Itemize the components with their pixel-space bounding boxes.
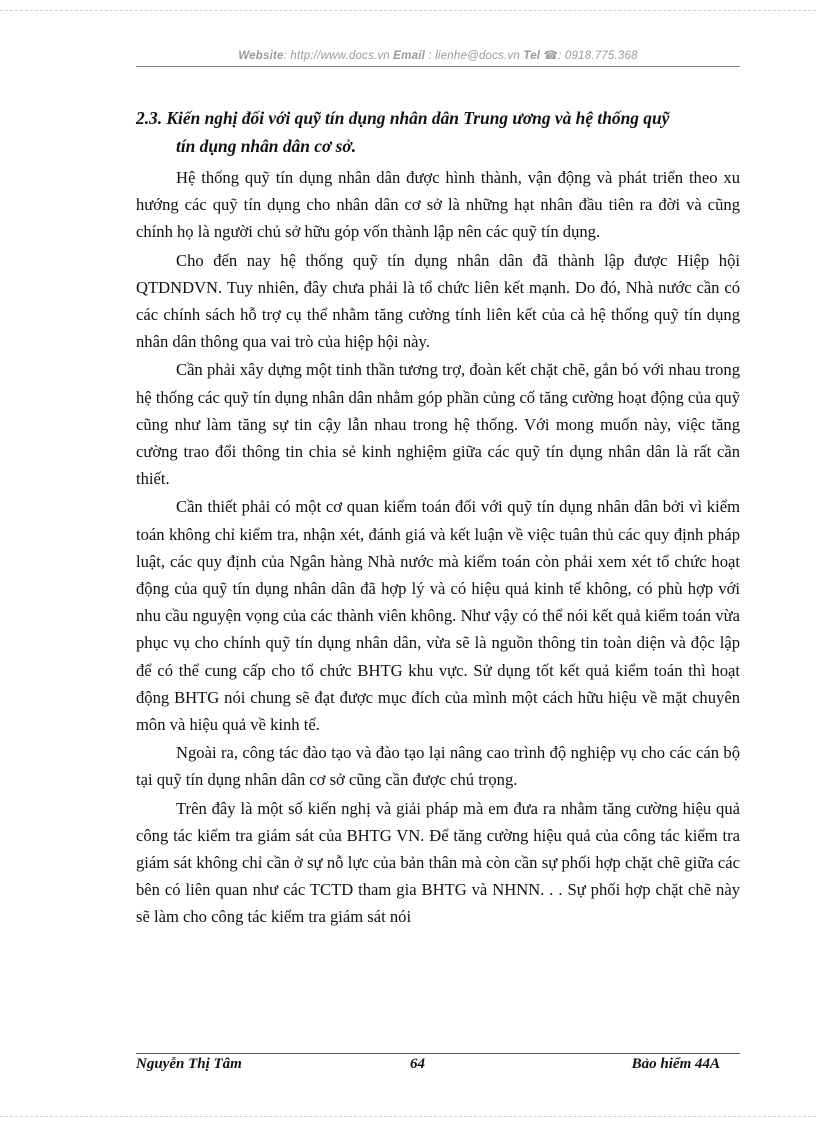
paragraph: Hệ thống quỹ tín dụng nhân dân được hình thành, vận động và phát triển theo xu hướng các quỹ tín dụng cho nhân dân cơ sở là những hạt nhân đầu tiên ra đời và cũng chính họ là người chủ sở hữu góp vốn thành lập nên các quỹ tín dụng.: [136, 168, 740, 242]
page-bottom-border: [0, 1116, 816, 1117]
email-label: Email: [393, 50, 425, 62]
website-link[interactable]: : http://www.docs.vn: [283, 50, 390, 62]
section-heading: [136, 104, 742, 160]
page-footer: [136, 1056, 740, 1076]
website-label: Website: [238, 50, 284, 62]
section-heading-line-1: 2.3. Kiến nghị đối với quỹ tín dụng nhân dân Trung ương và hệ thống quỹ: [136, 108, 670, 128]
tel-label: Tel: [523, 50, 541, 62]
paragraph: Cần phải xây dựng một tinh thần tương trợ, đoàn kết chặt chẽ, gắn bó với nhau trong hệ thống các quỹ tín dụng nhân dân nhằm góp phần củng cố tăng cường hoạt động của quỹ cũng như làm tăng sự tin cậy lẫn nhau trong hệ thống. Với mong muốn này, việc tăng cường trao đổi thông tin chia sẻ kinh nghiệm giữa các quỹ tín dụng nhân dân là rất cần thiết.: [136, 360, 740, 489]
paragraph: Cho đến nay hệ thống quỹ tín dụng nhân dân đã thành lập được Hiệp hội QTDNDVN. Tuy nhiên, đây chưa phải là tổ chức liên kết mạnh. Do đó, Nhà nước cần có các chính sách hỗ trợ cụ thể nhằm tăng cường tính liên kết của cả hệ thống quỹ tín dụng nhân dân thông qua vai trò của hiệp hội này.: [136, 250, 740, 352]
page-header: [136, 48, 740, 62]
email-link[interactable]: : lienhe@docs.vn: [428, 50, 520, 62]
section-heading-line-2: tín dụng nhân dân cơ sở.: [176, 136, 357, 156]
paragraph: Cần thiết phải có một cơ quan kiểm toán đối với quỹ tín dụng nhân dân bởi vì kiểm toán không chỉ kiểm tra, nhận xét, đánh giá và kết luận về việc tuân thủ các quy định pháp luật, các quy định của Ngân hàng Nhà nước mà kiểm toán còn phải xem xét tổ chức hoạt động của quỹ tín dụng nhân dân đã hợp lý và có hiệu quả kinh tế không, có phù hợp với nhu cầu nguyện vọng của các thành viên không. Như vậy có thể nói kết quả kiểm toán vừa phục vụ cho chính quỹ tín dụng nhân dân, vừa sẽ là nguồn thông tin toàn diện và độc lập để có thể cung cấp cho tổ chức BHTG khu vực. Sử dụng tốt kết quả kiểm toán thì hoạt động BHTG nói chung sẽ đạt được mục đích của mình một cách hữu hiệu về mặt chuyên môn và hiệu quả về kinh tế.: [136, 497, 740, 735]
body-text: [136, 164, 740, 932]
paragraph: Trên đây là một số kiến nghị và giải pháp mà em đưa ra nhằm tăng cường hiệu quả công tác kiểm tra giám sát của BHTG VN. Để tăng cường hiệu quả của công tác kiểm tra giám sát không chỉ cần ở sự nỗ lực của bản thân mà còn cần sự phối hợp chặt chẽ giữa các bên có liên quan như các TCTD tham gia BHTG và NHNN. . . Sự phối hợp chặt chẽ này sẽ làm cho công tác kiểm tra giám sát nói: [136, 798, 740, 927]
header-rule: [136, 66, 740, 67]
footer-course: Bảo hiểm 44A: [631, 1056, 720, 1072]
paragraph: Ngoài ra, công tác đào tạo và đào tạo lại nâng cao trình độ nghiệp vụ cho các cán bộ tại quỹ tín dụng nhân dân cơ sở cũng cần được chú trọng.: [136, 743, 740, 790]
tel-value: : 0918.775.368: [558, 50, 638, 62]
footer-rule: [136, 1053, 740, 1054]
page-top-border: [0, 10, 816, 11]
footer-author: Nguyễn Thị Tâm: [136, 1056, 242, 1072]
page-number: 64: [410, 1056, 425, 1072]
phone-icon: ☎: [543, 50, 559, 62]
